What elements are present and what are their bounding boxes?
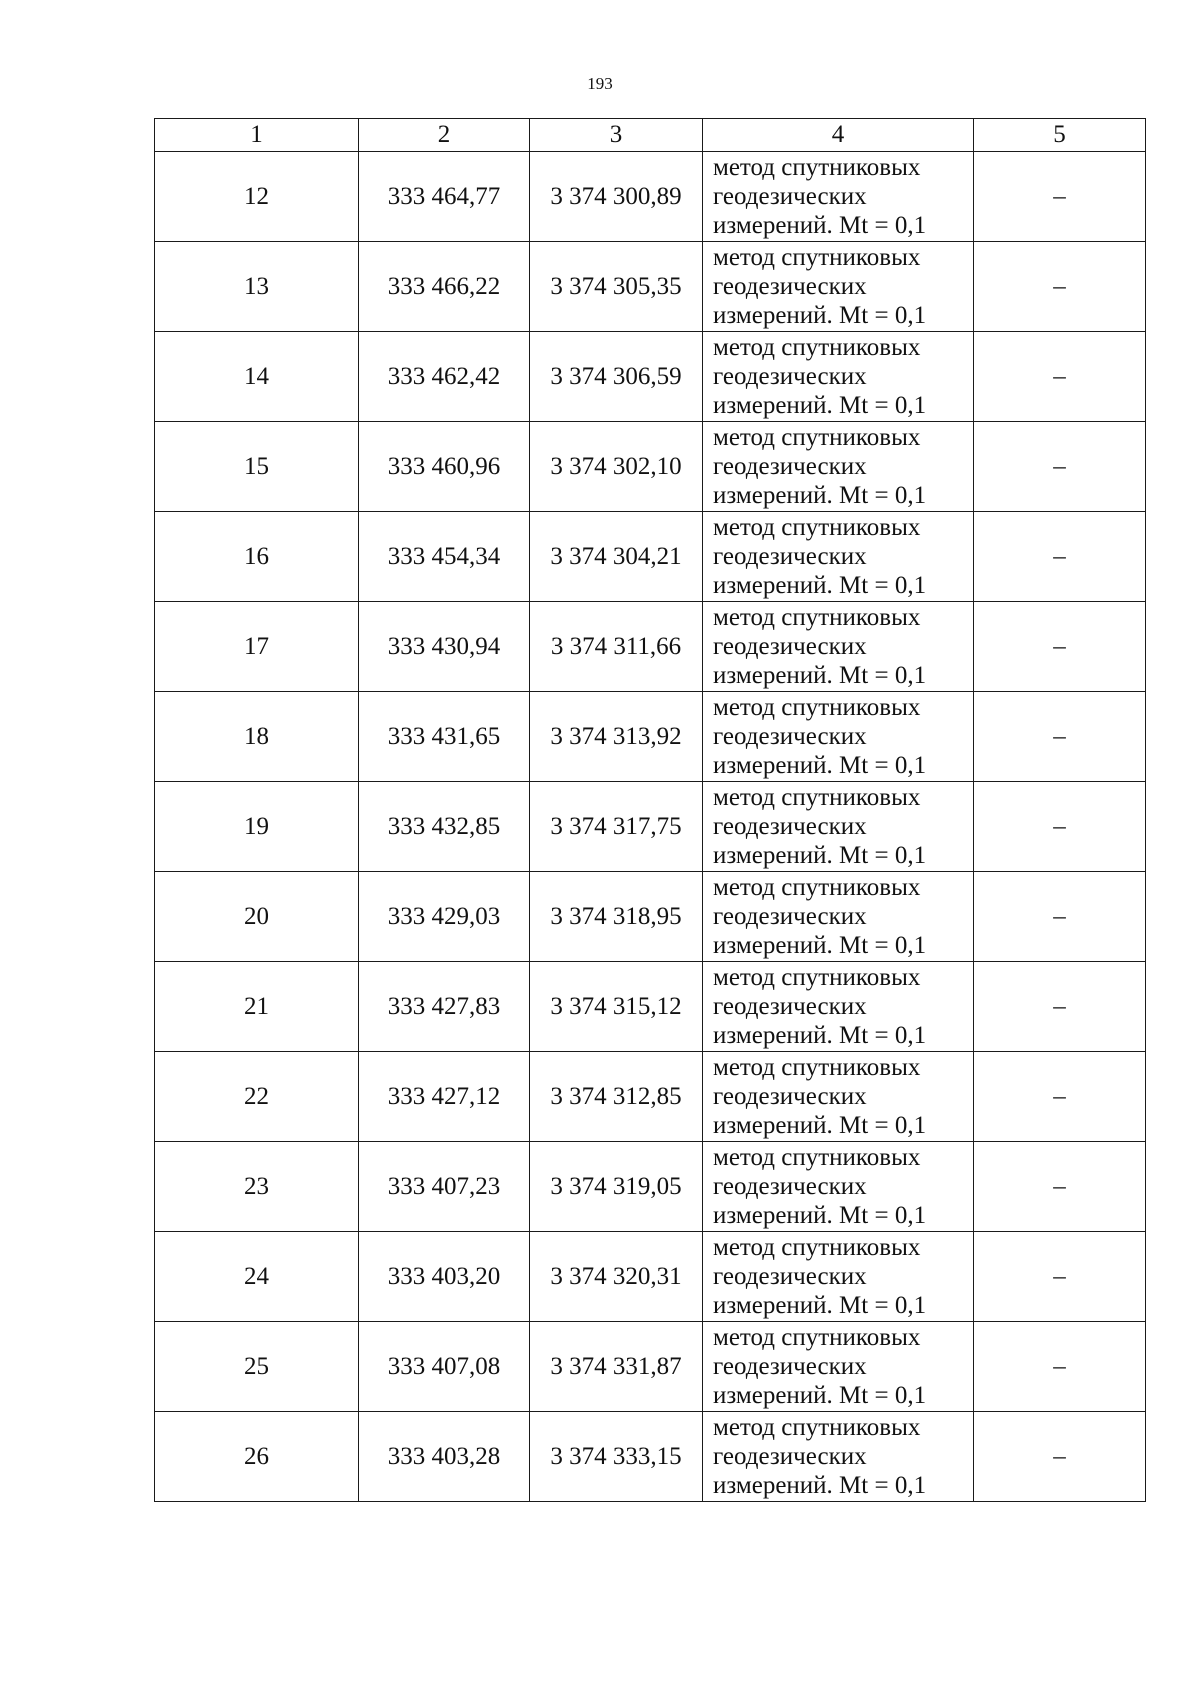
y-coordinate-cell: 3 374 311,66 <box>530 602 703 692</box>
method-text-line: геодезических <box>713 543 867 570</box>
method-text-line: метод спутниковых <box>713 604 921 631</box>
method-text-line: геодезических <box>713 633 867 660</box>
y-coordinate-cell: 3 374 331,87 <box>530 1322 703 1412</box>
x-coordinate-cell: 333 429,03 <box>359 872 530 962</box>
method-cell <box>703 152 974 242</box>
method-cell <box>703 602 974 692</box>
x-coordinate-cell: 333 464,77 <box>359 152 530 242</box>
method-cell <box>703 962 974 1052</box>
note-cell: – <box>974 692 1146 782</box>
method-text-line: измерений. Mt = 0,1 <box>713 1472 927 1499</box>
note-cell: – <box>974 1142 1146 1232</box>
method-cell <box>703 242 974 332</box>
y-coordinate-cell: 3 374 312,85 <box>530 1052 703 1142</box>
point-number-cell: 12 <box>155 152 359 242</box>
method-text-line: метод спутниковых <box>713 424 921 451</box>
point-number-cell: 22 <box>155 1052 359 1142</box>
table-row <box>155 242 1146 332</box>
method-text-line: геодезических <box>713 273 867 300</box>
table-row <box>155 1232 1146 1322</box>
method-cell <box>703 332 974 422</box>
method-cell <box>703 692 974 782</box>
table-row <box>155 152 1146 242</box>
method-text-line: геодезических <box>713 1353 867 1380</box>
method-text-line: метод спутниковых <box>713 694 921 721</box>
y-coordinate-cell: 3 374 306,59 <box>530 332 703 422</box>
method-text-line: измерений. Mt = 0,1 <box>713 302 927 329</box>
column-header-3: 3 <box>530 119 703 152</box>
x-coordinate-cell: 333 462,42 <box>359 332 530 422</box>
column-header-2: 2 <box>359 119 530 152</box>
table-row <box>155 1412 1146 1502</box>
note-cell: – <box>974 512 1146 602</box>
method-text-line: метод спутниковых <box>713 1054 921 1081</box>
method-text-line: геодезических <box>713 1443 867 1470</box>
x-coordinate-cell: 333 460,96 <box>359 422 530 512</box>
method-text-line: метод спутниковых <box>713 154 921 181</box>
method-text-line: измерений. Mt = 0,1 <box>713 752 927 779</box>
coordinates-table <box>154 118 1146 1502</box>
x-coordinate-cell: 333 427,12 <box>359 1052 530 1142</box>
table-body <box>155 152 1146 1502</box>
y-coordinate-cell: 3 374 304,21 <box>530 512 703 602</box>
method-text-line: измерений. Mt = 0,1 <box>713 212 927 239</box>
method-text-line: измерений. Mt = 0,1 <box>713 1022 927 1049</box>
y-coordinate-cell: 3 374 300,89 <box>530 152 703 242</box>
method-text-line: геодезических <box>713 1173 867 1200</box>
method-text-line: геодезических <box>713 363 867 390</box>
table-row <box>155 602 1146 692</box>
note-cell: – <box>974 1232 1146 1322</box>
point-number-cell: 19 <box>155 782 359 872</box>
y-coordinate-cell: 3 374 333,15 <box>530 1412 703 1502</box>
method-text-line: измерений. Mt = 0,1 <box>713 482 927 509</box>
y-coordinate-cell: 3 374 317,75 <box>530 782 703 872</box>
method-text-line: метод спутниковых <box>713 244 921 271</box>
method-text-line: метод спутниковых <box>713 964 921 991</box>
y-coordinate-cell: 3 374 313,92 <box>530 692 703 782</box>
point-number-cell: 17 <box>155 602 359 692</box>
method-cell <box>703 422 974 512</box>
table-row <box>155 962 1146 1052</box>
table-row <box>155 782 1146 872</box>
note-cell: – <box>974 1052 1146 1142</box>
point-number-cell: 14 <box>155 332 359 422</box>
note-cell: – <box>974 782 1146 872</box>
method-text-line: геодезических <box>713 723 867 750</box>
point-number-cell: 18 <box>155 692 359 782</box>
method-text-line: геодезических <box>713 993 867 1020</box>
note-cell: – <box>974 242 1146 332</box>
note-cell: – <box>974 1412 1146 1502</box>
method-text-line: метод спутниковых <box>713 1234 921 1261</box>
note-cell: – <box>974 602 1146 692</box>
method-text-line: метод спутниковых <box>713 1414 921 1441</box>
x-coordinate-cell: 333 432,85 <box>359 782 530 872</box>
point-number-cell: 16 <box>155 512 359 602</box>
method-text-line: метод спутниковых <box>713 1144 921 1171</box>
table-row <box>155 422 1146 512</box>
x-coordinate-cell: 333 430,94 <box>359 602 530 692</box>
point-number-cell: 26 <box>155 1412 359 1502</box>
x-coordinate-cell: 333 427,83 <box>359 962 530 1052</box>
y-coordinate-cell: 3 374 319,05 <box>530 1142 703 1232</box>
method-text-line: измерений. Mt = 0,1 <box>713 662 927 689</box>
table-row <box>155 1322 1146 1412</box>
method-text-line: геодезических <box>713 1263 867 1290</box>
point-number-cell: 15 <box>155 422 359 512</box>
method-cell <box>703 512 974 602</box>
method-text-line: геодезических <box>713 903 867 930</box>
method-text-line: измерений. Mt = 0,1 <box>713 1202 927 1229</box>
table-header-row <box>155 119 1146 152</box>
method-text-line: метод спутниковых <box>713 514 921 541</box>
x-coordinate-cell: 333 431,65 <box>359 692 530 782</box>
method-text-line: измерений. Mt = 0,1 <box>713 932 927 959</box>
method-cell <box>703 872 974 962</box>
method-cell <box>703 1052 974 1142</box>
table-row <box>155 872 1146 962</box>
point-number-cell: 25 <box>155 1322 359 1412</box>
x-coordinate-cell: 333 466,22 <box>359 242 530 332</box>
method-cell <box>703 1412 974 1502</box>
table-row <box>155 692 1146 782</box>
x-coordinate-cell: 333 407,23 <box>359 1142 530 1232</box>
y-coordinate-cell: 3 374 305,35 <box>530 242 703 332</box>
method-text-line: геодезических <box>713 1083 867 1110</box>
method-text-line: метод спутниковых <box>713 334 921 361</box>
method-text-line: измерений. Mt = 0,1 <box>713 1292 927 1319</box>
y-coordinate-cell: 3 374 315,12 <box>530 962 703 1052</box>
table-row <box>155 1142 1146 1232</box>
y-coordinate-cell: 3 374 302,10 <box>530 422 703 512</box>
note-cell: – <box>974 332 1146 422</box>
x-coordinate-cell: 333 403,28 <box>359 1412 530 1502</box>
x-coordinate-cell: 333 403,20 <box>359 1232 530 1322</box>
note-cell: – <box>974 1322 1146 1412</box>
table-row <box>155 512 1146 602</box>
point-number-cell: 24 <box>155 1232 359 1322</box>
table-row <box>155 1052 1146 1142</box>
method-text-line: метод спутниковых <box>713 1324 921 1351</box>
column-header-1: 1 <box>155 119 359 152</box>
note-cell: – <box>974 152 1146 242</box>
method-text-line: геодезических <box>713 453 867 480</box>
method-text-line: геодезических <box>713 183 867 210</box>
point-number-cell: 20 <box>155 872 359 962</box>
point-number-cell: 23 <box>155 1142 359 1232</box>
x-coordinate-cell: 333 454,34 <box>359 512 530 602</box>
x-coordinate-cell: 333 407,08 <box>359 1322 530 1412</box>
y-coordinate-cell: 3 374 318,95 <box>530 872 703 962</box>
method-text-line: измерений. Mt = 0,1 <box>713 392 927 419</box>
point-number-cell: 21 <box>155 962 359 1052</box>
column-header-4: 4 <box>703 119 974 152</box>
method-text-line: геодезических <box>713 813 867 840</box>
method-text-line: метод спутниковых <box>713 784 921 811</box>
method-text-line: измерений. Mt = 0,1 <box>713 572 927 599</box>
page-number: 193 <box>587 74 613 93</box>
note-cell: – <box>974 962 1146 1052</box>
point-number-cell: 13 <box>155 242 359 332</box>
table-row <box>155 332 1146 422</box>
method-text-line: измерений. Mt = 0,1 <box>713 1112 927 1139</box>
method-cell <box>703 782 974 872</box>
column-header-5: 5 <box>974 119 1146 152</box>
method-cell <box>703 1142 974 1232</box>
method-text-line: метод спутниковых <box>713 874 921 901</box>
method-cell <box>703 1232 974 1322</box>
note-cell: – <box>974 872 1146 962</box>
y-coordinate-cell: 3 374 320,31 <box>530 1232 703 1322</box>
note-cell: – <box>974 422 1146 512</box>
method-text-line: измерений. Mt = 0,1 <box>713 842 927 869</box>
method-text-line: измерений. Mt = 0,1 <box>713 1382 927 1409</box>
method-cell <box>703 1322 974 1412</box>
